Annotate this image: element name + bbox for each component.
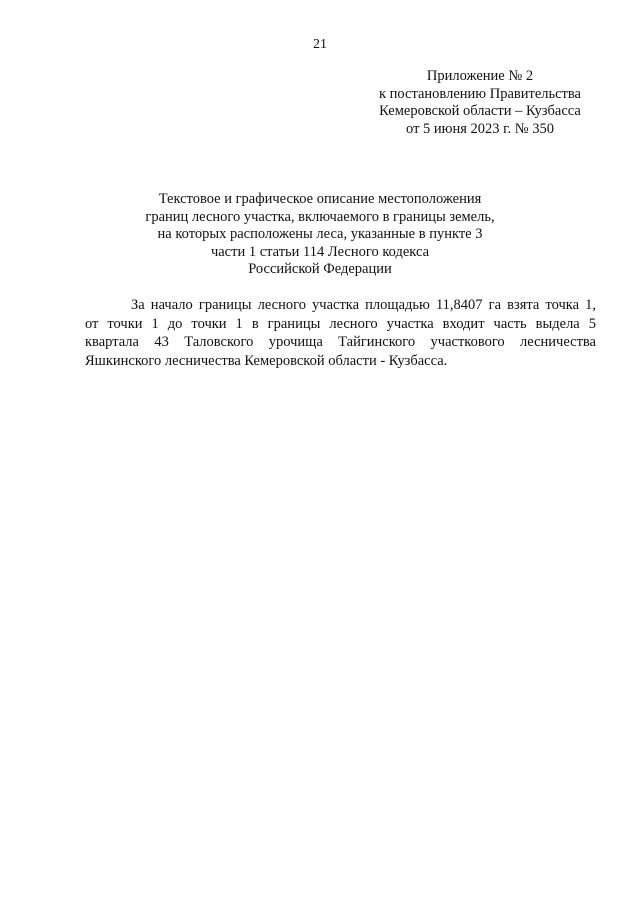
document-title [120, 191, 520, 279]
title-line: на которых расположены леса, указанные в пункте 3 [157, 226, 483, 242]
body-line: Яшкинского лесничества Кемеровской области - Кузбасса. [85, 352, 448, 369]
title-line: части 1 статьи 114 Лесного кодекса [210, 243, 430, 260]
body-line: За начало границы лесного участка площадью 11,8407 га взята точка 1, [131, 297, 596, 313]
title-line: границ лесного участка, включаемого в границы земель, [145, 208, 495, 225]
body-line: от точки 1 до точки 1 в границы лесного участка входит часть выдела 5 [85, 315, 596, 332]
title-line: Текстовое и графическое описание местоположения [158, 191, 482, 207]
body-paragraph [85, 296, 596, 370]
title-line: Российской Федерации [248, 261, 392, 277]
appendix-line: от 5 июня 2023 г. № 350 [406, 120, 554, 137]
appendix-line: Кемеровской области – Кузбасса [379, 103, 581, 119]
appendix-line: к постановлению Правительства [379, 85, 581, 102]
body-line: квартала 43 Таловского урочища Тайгинского участкового лесничества [85, 334, 596, 350]
page-number: 21 [313, 37, 327, 52]
appendix-header [360, 68, 600, 138]
appendix-line: Приложение № 2 [426, 68, 534, 84]
